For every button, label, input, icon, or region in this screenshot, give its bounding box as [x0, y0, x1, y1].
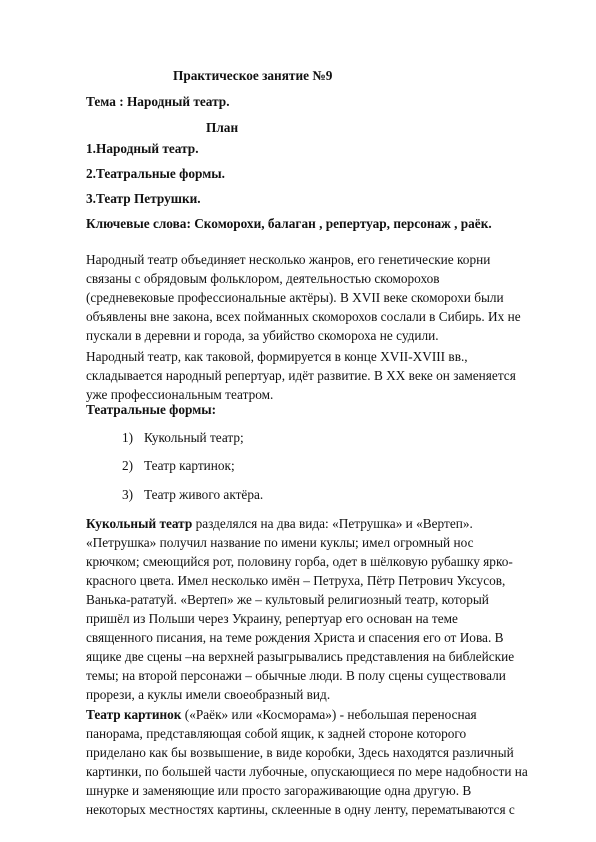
puppet-theatre-term: Кукольный театр: [86, 516, 193, 531]
text-line: Народный театр, как таковой, формируется в конце XVII-XVIII вв.,: [86, 349, 468, 364]
text-run: разделялся на два вида: «Петрушка» и «Вертеп».: [192, 516, 473, 531]
topic-line: Тема : Народный театр.: [86, 94, 230, 109]
text-run: («Раёк» или «Косморама») - небольшая переносная: [181, 707, 477, 722]
text-line: прорези, а куклы имели своеобразный вид.: [86, 687, 331, 702]
list-item: [122, 428, 244, 447]
plan-item-1: 1.Народный театр.: [86, 141, 199, 156]
text-line: некоторых местностях картины, склеенные в одну ленту, перематываются с: [86, 802, 515, 817]
keywords-line: Ключевые слова: Скоморохи, балаган , репертуар, персонаж , раёк.: [86, 216, 492, 231]
list-text: Кукольный театр;: [144, 430, 244, 445]
text-line: Народный театр объединяет несколько жанров, его генетические корни: [86, 252, 491, 267]
list-text: Театр картинок;: [144, 458, 235, 473]
list-text: Театр живого актёра.: [144, 487, 264, 502]
text-line: пускали в деревни и города, за убийство скомороха не судили.: [86, 328, 439, 343]
text-line: складывается народный репертуар, идёт развитие. В XX веке он заменяется: [86, 368, 516, 383]
text-line: пришёл из Польши через Украину, репертуар его основан на теме: [86, 611, 458, 626]
text-line: красного цвета. Имел несколько имён – Петруха, Пётр Петрович Уксусов,: [86, 573, 506, 588]
intro-paragraph-1: [86, 250, 554, 345]
list-item: [122, 456, 235, 475]
puppet-theatre-paragraph: [86, 514, 554, 704]
forms-heading: Театральные формы:: [86, 402, 217, 417]
text-line: священного писания, на теме рождения Христа и спасения его от Иова. В: [86, 630, 504, 645]
text-line: [86, 705, 554, 724]
list-item: [122, 485, 263, 504]
text-line: «Петрушка» получил название по имени куклы; имел огромный нос: [86, 535, 474, 550]
text-line: (средневековые профессиональные актёры). В XVII веке скоморохи были: [86, 290, 504, 305]
intro-paragraph-2: [86, 347, 554, 404]
list-number: 1): [122, 430, 134, 445]
text-line: ящике две сцены –на верхней разыгрывались представления на библейские: [86, 649, 515, 664]
picture-theatre-term: Театр картинок: [86, 707, 182, 722]
picture-theatre-paragraph: [86, 705, 554, 819]
plan-item-2: 2.Театральные формы.: [86, 166, 225, 181]
list-number: 2): [122, 458, 134, 473]
text-line: [86, 514, 554, 533]
text-line: Ванька-рататуй. «Вертеп» же – культовый религиозный театр, который: [86, 592, 489, 607]
plan-item-3: 3.Театр Петрушки.: [86, 191, 201, 206]
list-number: 3): [122, 487, 134, 502]
text-line: связаны с обрядовым фольклором, деятельностью скоморохов: [86, 271, 440, 286]
text-line: темы; на второй персонажи – обычные люди. В полу сцены существовали: [86, 668, 506, 683]
page-title: Практическое занятие №9: [173, 68, 333, 83]
text-line: уже профессиональным театром.: [86, 387, 274, 402]
text-line: крючком; смеющийся рот, половину горба, одет в шёлковую рубашку ярко-: [86, 554, 513, 569]
text-line: картинки, по большей части лубочные, опускающиеся по мере надобности на: [86, 764, 528, 779]
plan-heading: План: [206, 120, 239, 135]
text-line: приделано как бы возвышение, в виде коробки, Здесь находятся различный: [86, 745, 514, 760]
text-line: объявлены вне закона, всех пойманных скоморохов сослали в Сибирь. Их не: [86, 309, 521, 324]
text-line: панорама, представляющая собой ящик, к задней стороне которого: [86, 726, 467, 741]
text-line: шнурке и заменяющие или просто загораживающие одна другую. В: [86, 783, 472, 798]
